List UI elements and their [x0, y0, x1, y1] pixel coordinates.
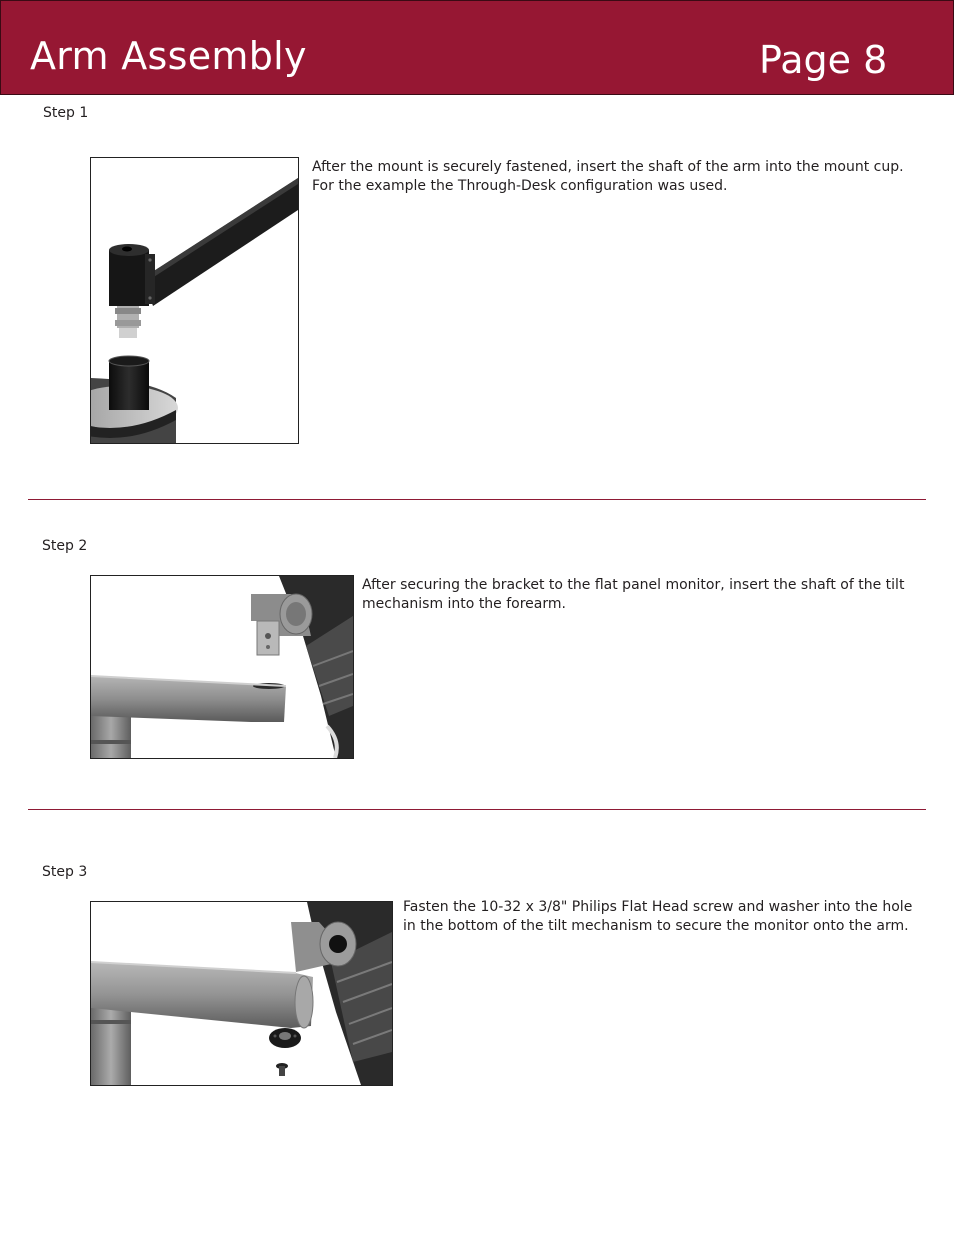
page-header [0, 0, 954, 95]
step-2-photo [90, 575, 354, 759]
step-3-label: Step 3 [42, 864, 88, 880]
section-divider [28, 809, 926, 810]
step-1-label: Step 1 [43, 105, 89, 121]
step-1-photo [90, 157, 299, 444]
step-3-description: Fasten the 10-32 x 3/8" Philips Flat Head screw and washer into the hole in the bottom of the tilt mechanism to secure the monitor onto the arm. [403, 899, 913, 934]
section-divider [28, 499, 926, 500]
page-title: Arm Assembly [30, 34, 307, 78]
step-3-photo [90, 901, 393, 1086]
step-2-label: Step 2 [42, 538, 88, 554]
step-2-description: After securing the bracket to the flat panel monitor, insert the shaft of the tilt mechanism into the forearm. [362, 577, 905, 612]
page-number: Page 8 [759, 38, 888, 82]
step-1-description: After the mount is securely fastened, insert the shaft of the arm into the mount cup. For the example the Through-Desk configuration was used. [312, 159, 904, 194]
